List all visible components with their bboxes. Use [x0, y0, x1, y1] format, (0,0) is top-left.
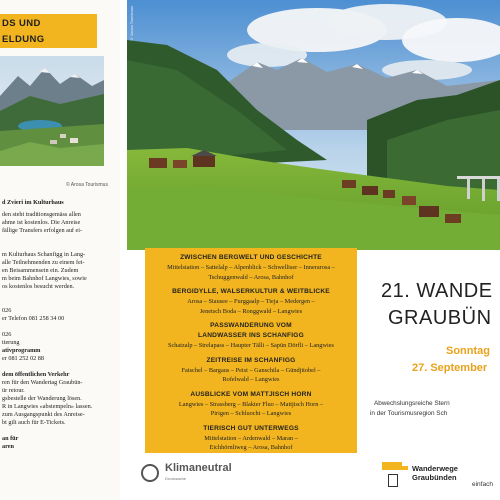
info-line: den steht traditionsgemäss allen [2, 211, 81, 218]
route-stops: Langwies – Strassberg – Blakter Fluo – Mattjisch Horn – [178, 400, 324, 408]
klima-sub: Drucksache [165, 476, 187, 481]
route-stops: Eichhörnliweg – Arosa, Bahnhof [209, 444, 293, 451]
route-stops: Mittelstation – Ardenwald – Maran – [204, 434, 298, 442]
route-stops: Arosa – Stausee – Furggaalp – Tieja – Medergen – [187, 298, 315, 305]
info-line: alle Teilnehmenden zu einem fei- [2, 259, 85, 266]
route-stops: Pirigen – Schluocht – Langwies [210, 410, 292, 417]
wanderwege-line2: Graubünden [412, 473, 457, 482]
info-line: fällige Transfers erfolgen auf ei- [2, 227, 83, 234]
event-day: Sonntag [446, 345, 490, 357]
wanderwege-graubuenden-logo [382, 462, 462, 496]
info-line: os kostenlos besucht werden. [2, 283, 75, 290]
route-stops: Fatschel – Bargaus – Peist – Ganschila – Gündjitobel – [181, 366, 321, 374]
route-heading: TIERISCH GUT UNTERWEGS [203, 424, 299, 432]
banner-line1: DS UND [2, 18, 41, 29]
route-heading: AUSBLICKE VOM MATTJISCH HORN [190, 390, 312, 398]
route-stops: Rofelwald – Langwies [222, 376, 280, 383]
hero-photo-credit: © Arosa Tourismus [129, 6, 134, 42]
info-line: d Zvieri im Kulturhaus [2, 199, 64, 206]
klimaneutral-logo [141, 462, 241, 492]
info-line: R in Langwies «abstempeln» lassen. [2, 403, 93, 410]
wanderwege-text [412, 464, 458, 482]
route-heading: PASSWANDERUNG VOM [210, 322, 292, 329]
banner-line2: ELDUNG [2, 34, 45, 45]
route-stops: Jenetsch Boda – Ronggwald – Langwies [199, 307, 303, 315]
route-heading: ZWISCHEN BERGWELT UND GESCHICHTE [180, 254, 322, 261]
coat-of-arms-icon [388, 474, 398, 487]
info-line: en Beisammensein ein. Zudem [2, 267, 79, 274]
wanderwege-line1: Wanderwege [412, 464, 458, 473]
arosa-lake-photo [0, 56, 104, 166]
route-heading: BERGIDYLLE, WALSERKULTUR & WEITBLICKE [172, 288, 330, 295]
route-heading: LANDWASSER INS SCHANFIGG [198, 332, 304, 339]
info-line: er Telefon 081 258 34 00 [2, 315, 65, 322]
route-stops: Mittelstation – Sattelalp – Alpenblick – Schwelliser – Innerarosa – [167, 264, 335, 271]
registration-banner [0, 14, 97, 48]
title-panel [357, 250, 500, 455]
photo-caption: © Arosa Tourismus [66, 182, 108, 188]
info-line: ativprogramm [2, 347, 41, 354]
info-line: 026 [2, 307, 12, 314]
info-line: ren für den Wandertag Graubün- [2, 379, 83, 386]
klima-label: Klimaneutral [165, 462, 232, 474]
route-heading: ZEITREISE IM SCHANFIGG [206, 356, 296, 364]
info-line: m beim Bahnhof Langwies, sowie [2, 275, 87, 282]
event-date: 27. September [412, 362, 488, 374]
info-line: dem öffentlichen Verkehr [2, 371, 70, 378]
hero-landscape-photo [127, 0, 500, 250]
event-title-line1: 21. WANDE [381, 280, 493, 302]
routes-panel [145, 248, 357, 453]
tagline: einfach [472, 481, 493, 488]
info-line: zum Ausgangspunkt des Anreise- [2, 411, 85, 418]
event-description-line2: in der Tourismusregion Sch [370, 410, 448, 417]
info-line: bt gilt auch für E-Tickets. [2, 419, 66, 426]
signpost-tip-icon [402, 466, 408, 470]
info-line: ahme ist kostenlos. Die Anreise [2, 219, 81, 226]
info-line: er 081 252 02 88 [2, 355, 44, 362]
signpost-icon [382, 462, 402, 470]
route-stops: Schatzalp – Strelapass – Haupter Tälli – Sapün Dörfli – Langwies [167, 342, 334, 349]
left-panel [0, 0, 232, 500]
info-line: m Kulturhaus Schanfigg in Lang- [2, 251, 86, 258]
climate-icon [141, 464, 159, 482]
route-stops: Tschuggenwald – Arosa, Bahnhof [208, 273, 294, 281]
info-line: ür retour. [2, 387, 25, 394]
info-line: 026 [2, 331, 12, 338]
event-description-line1: Abwechslungsreiche Stern [374, 400, 450, 407]
info-line: an für [2, 435, 19, 442]
event-title-line2: GRAUBÜN [388, 307, 492, 329]
info-line: gsbestelle der Wanderung lösen. [2, 395, 82, 402]
info-line: aren [2, 443, 14, 450]
info-line: tterung [2, 339, 20, 346]
